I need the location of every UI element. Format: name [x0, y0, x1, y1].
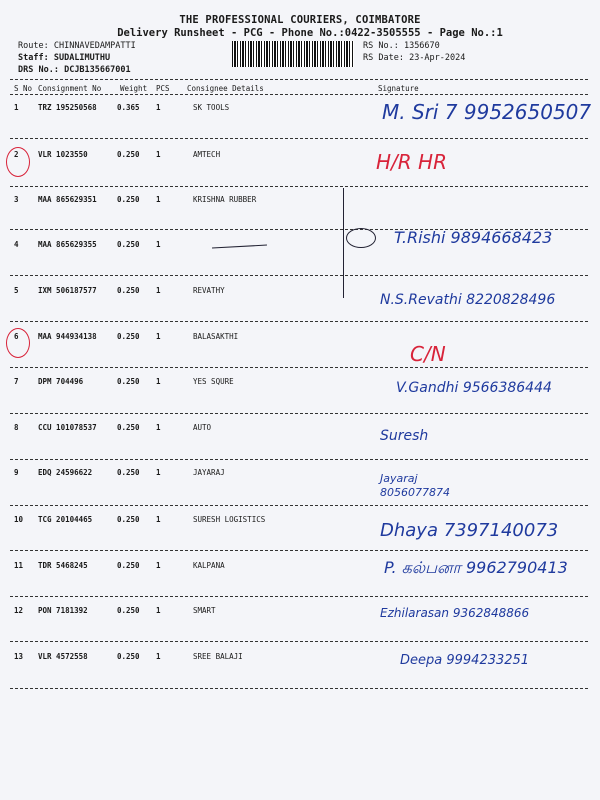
- row-sno: 4: [14, 240, 19, 249]
- row-sno: 9: [14, 468, 19, 477]
- row-pcs: 1: [156, 515, 161, 524]
- row-sno: 11: [14, 561, 24, 570]
- row-pcs: 1: [156, 240, 161, 249]
- row-consignment: MAA 944934138: [38, 332, 97, 341]
- row-weight: 0.250: [117, 423, 140, 432]
- col-header-weight: Weight: [120, 84, 148, 93]
- row-consignment: TDR 5468245: [38, 561, 88, 570]
- bracket-line: [343, 188, 344, 298]
- row-weight: 0.250: [117, 652, 140, 661]
- row-weight: 0.250: [117, 195, 140, 204]
- row-weight: 0.250: [117, 240, 140, 249]
- row-consignee: SURESH LOGISTICS: [193, 515, 266, 524]
- rs-date-line: [363, 53, 465, 63]
- row-consignment: IXM 506187577: [38, 286, 97, 295]
- row-divider: [10, 138, 588, 139]
- row-sno: 10: [14, 515, 24, 524]
- col-header-consignee: Consignee Details: [187, 84, 264, 93]
- row-consignee: SMART: [193, 606, 216, 615]
- barcode: [232, 41, 354, 67]
- row-pcs: 1: [156, 468, 161, 477]
- row-pcs: 1: [156, 150, 161, 159]
- red-circle-mark: [6, 147, 30, 177]
- row-pcs: 1: [156, 195, 161, 204]
- row-sno: 6: [14, 332, 19, 341]
- col-header-signature: Signature: [378, 84, 419, 93]
- row-divider: [10, 186, 588, 187]
- scribble-mark: [212, 245, 267, 249]
- row-weight: 0.250: [117, 468, 140, 477]
- row-consignment: CCU 101078537: [38, 423, 97, 432]
- row-sno: 2: [14, 150, 19, 159]
- row-divider: [10, 550, 588, 551]
- row-consignment: VLR 1023550: [38, 150, 88, 159]
- row-consignee: YES SQURE: [193, 377, 234, 386]
- row-consignment: MAA 865629351: [38, 195, 97, 204]
- row-divider: [10, 459, 588, 460]
- row-weight: 0.250: [117, 515, 140, 524]
- row-consignment: PON 7181392: [38, 606, 88, 615]
- signature: Ezhilarasan 9362848866: [380, 606, 530, 620]
- row-divider: [10, 505, 588, 506]
- drs-label: DRS No.:: [18, 65, 59, 75]
- signature: Deepa 9994233251: [400, 653, 530, 668]
- staff-line: [18, 53, 110, 63]
- staff-value: SUDALIMUTHU: [53, 53, 111, 63]
- row-consignee: KRISHNA RUBBER: [193, 195, 257, 204]
- signature: Dhaya 7397140073: [380, 520, 559, 541]
- row-weight: 0.365: [117, 103, 140, 112]
- header-divider-bottom: [10, 94, 588, 95]
- col-header-sno: S No: [14, 84, 33, 93]
- row-pcs: 1: [156, 377, 161, 386]
- signature: M. Sri 7 9952650507: [382, 100, 592, 124]
- rs-date-value: 23-Apr-2024: [409, 53, 466, 63]
- row-consignment: EDQ 24596622: [38, 468, 93, 477]
- col-header-consignment: Consignment No: [38, 84, 102, 93]
- signature: C/N: [410, 342, 446, 366]
- row-consignee: REVATHY: [193, 286, 225, 295]
- row-divider: [10, 641, 588, 642]
- rs-date-label: RS Date:: [363, 53, 404, 63]
- signature: T.Rishi 9894668423: [394, 228, 553, 247]
- route-label: Route:: [18, 41, 49, 51]
- row-consignee: BALASAKTHI: [193, 332, 239, 341]
- row-weight: 0.250: [117, 377, 140, 386]
- row-sno: 13: [14, 652, 24, 661]
- row-consignee: SREE BALAJI: [193, 652, 243, 661]
- row-weight: 0.250: [117, 150, 140, 159]
- row-consignment: DPM 704496: [38, 377, 84, 386]
- row-consignee: SK TOOLS: [193, 103, 230, 112]
- row-divider: [10, 275, 588, 276]
- row-sno: 1: [14, 103, 19, 112]
- row-pcs: 1: [156, 652, 161, 661]
- row-pcs: 1: [156, 606, 161, 615]
- signature: H/R HR: [376, 150, 447, 174]
- row-pcs: 1: [156, 423, 161, 432]
- row-consignee: JAYARAJ: [193, 468, 225, 477]
- route-value: CHINNAVEDAMPATTI: [53, 41, 136, 51]
- signature: P. கல்பனா 9962790413: [384, 558, 568, 577]
- signature: Jayaraj 8056077874: [380, 472, 450, 499]
- row-consignee: AUTO: [193, 423, 212, 432]
- page-subtitle: Delivery Runsheet - PCG - Phone No.:0422-3505555 - Page No.:1: [117, 27, 503, 39]
- signature: V.Gandhi 9566386444: [396, 380, 552, 396]
- row-consignment: TCG 20104465: [38, 515, 93, 524]
- row-pcs: 1: [156, 332, 161, 341]
- row-pcs: 1: [156, 286, 161, 295]
- route-line: [18, 41, 136, 51]
- row-sno: 8: [14, 423, 19, 432]
- header-divider-top: [10, 79, 588, 80]
- row-sno: 12: [14, 606, 24, 615]
- red-circle-mark: [6, 328, 30, 358]
- table-bottom-divider: [10, 688, 588, 689]
- staff-label: Staff:: [18, 53, 49, 63]
- row-sno: 7: [14, 377, 19, 386]
- row-weight: 0.250: [117, 286, 140, 295]
- row-pcs: 1: [156, 561, 161, 570]
- rs-no-line: [363, 41, 440, 51]
- page-title: THE PROFESSIONAL COURIERS, COIMBATORE: [179, 14, 421, 26]
- row-divider: [10, 367, 588, 368]
- row-consignee: AMTECH: [193, 150, 221, 159]
- row-consignee: KALPANA: [193, 561, 225, 570]
- ink-circle-mark: [346, 228, 376, 248]
- row-divider: [10, 596, 588, 597]
- row-weight: 0.250: [117, 332, 140, 341]
- rs-no-value: 1356670: [403, 41, 440, 51]
- col-header-pcs: PCS: [156, 84, 170, 93]
- drs-value: DCJB135667001: [64, 65, 131, 75]
- signature: N.S.Revathi 8220828496: [380, 292, 556, 308]
- row-weight: 0.250: [117, 606, 140, 615]
- row-sno: 3: [14, 195, 19, 204]
- rs-no-label: RS No.:: [363, 41, 399, 51]
- row-consignment: VLR 4572558: [38, 652, 88, 661]
- row-consignment: MAA 865629355: [38, 240, 97, 249]
- row-weight: 0.250: [117, 561, 140, 570]
- row-divider: [10, 413, 588, 414]
- signature: Suresh: [380, 428, 429, 444]
- row-sno: 5: [14, 286, 19, 295]
- drs-line: [18, 65, 131, 75]
- row-pcs: 1: [156, 103, 161, 112]
- row-divider: [10, 321, 588, 322]
- row-consignment: TRZ 195250568: [38, 103, 97, 112]
